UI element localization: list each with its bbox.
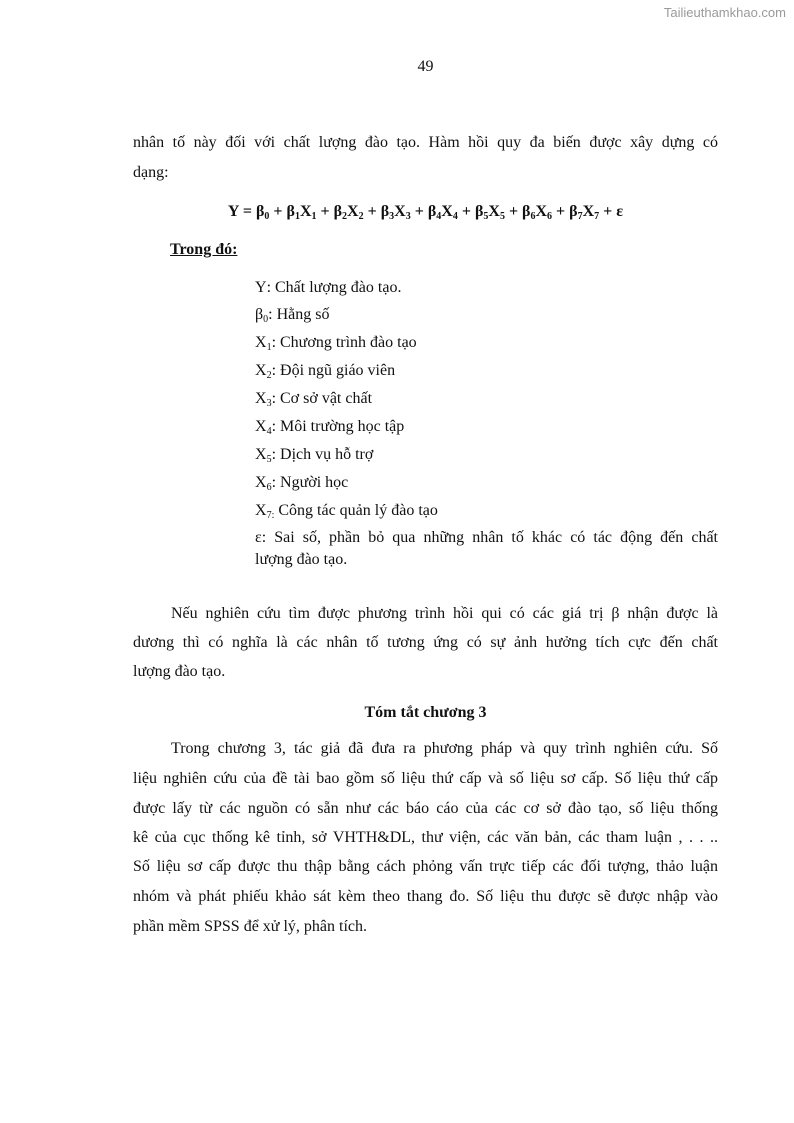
- definition-sub: 0: [263, 314, 269, 325]
- page-number: 49: [417, 58, 434, 75]
- definition-sub: 7:: [266, 510, 275, 521]
- summary-line: Trong chương 3, tác giả đã đưa ra phương pháp và quy trình nghiên cứu. Số: [171, 740, 718, 757]
- definition-text: : Đội ngũ giáo viên: [271, 362, 396, 379]
- equation-term: X: [347, 203, 359, 220]
- equation-term: X: [582, 203, 595, 220]
- definition-text: : Cơ sở vật chất: [271, 390, 373, 407]
- intro-line: nhân tố này đối với chất lượng đào tạo. Hàm hồi quy đa biến được xây dựng có: [133, 134, 718, 151]
- equation-subscript: 0: [264, 211, 270, 222]
- equation-subscript: 1: [311, 211, 317, 222]
- equation-term: + β: [552, 203, 578, 220]
- equation-term: + β: [316, 203, 343, 220]
- definition-sym: X: [255, 334, 267, 351]
- definition-item: [255, 445, 373, 465]
- paragraph-line: Nếu nghiên cứu tìm được phương trình hồi qui có các giá trị β nhận được là: [171, 605, 718, 622]
- summary-line: nhóm và phát phiếu khảo sát kèm theo thang đo. Số liệu thu được sẽ được nhập vào: [133, 888, 718, 905]
- definition-sym: β: [255, 306, 264, 323]
- equation-subscript: 2: [358, 211, 364, 222]
- definition-sym: Y: [255, 279, 267, 296]
- equation-subscript: 4: [452, 211, 458, 222]
- definition-text: : Người học: [271, 474, 349, 491]
- definition-sym: X: [255, 446, 267, 463]
- equation-term: + ε: [599, 203, 624, 220]
- equation-subscript: 7: [577, 211, 583, 222]
- where-label: Trong đó:: [170, 241, 238, 258]
- definition-sym: X: [255, 474, 267, 491]
- equation-subscript: 5: [499, 211, 505, 222]
- definition-item: [255, 501, 438, 521]
- definition-sub: 5: [266, 454, 272, 465]
- definition-sub: 2: [266, 370, 272, 381]
- equation-term: + β: [457, 203, 484, 220]
- definition-text: : Dịch vụ hỗ trợ: [271, 446, 374, 463]
- definition-sym: X: [255, 502, 267, 519]
- summary-line: kê của cục thống kê tỉnh, sở VHTH&DL, thư viện, các văn bản, các tham luận , . . ..: [133, 829, 718, 846]
- paragraph-line: dương thì có nghĩa là các nhân tố tương ứng có sự ảnh hưởng tích cực đến chất: [133, 634, 718, 651]
- definition-item: [255, 333, 417, 353]
- equation-subscript: 7: [594, 211, 600, 222]
- equation-term: X: [299, 203, 312, 220]
- equation-term: + β: [410, 203, 437, 220]
- definition-text: : Hằng số: [268, 306, 330, 323]
- definition-item: [255, 278, 401, 298]
- definition-sym: X: [255, 418, 267, 435]
- equation-term: X: [441, 203, 453, 220]
- definition-sub: 6: [266, 482, 272, 493]
- summary-line: được lấy từ các nguồn có sẵn như các báo cáo của các cơ sở đào tạo, số liệu thống: [133, 800, 718, 817]
- definition-item: [255, 389, 372, 409]
- equation-term: + β: [504, 203, 531, 220]
- epsilon-definition-line: ε: Sai số, phần bỏ qua những nhân tố khác có tác động đến chất: [255, 529, 718, 546]
- watermark: Tailieuthamkhao.com: [663, 5, 786, 20]
- equation-subscript: 6: [530, 211, 536, 222]
- equation-term: X: [488, 203, 500, 220]
- summary-heading: Tóm tắt chương 3: [364, 704, 487, 721]
- definition-sub: 1: [266, 342, 272, 353]
- equation-subscript: 4: [436, 211, 442, 222]
- definition-sub: 4: [266, 426, 272, 437]
- summary-line: phần mềm SPSS để xử lý, phân tích.: [133, 918, 367, 935]
- equation-subscript: 3: [389, 211, 395, 222]
- definition-item: [255, 305, 329, 325]
- equation-subscript: 5: [483, 211, 489, 222]
- definition-sub: 3: [266, 398, 272, 409]
- epsilon-definition-line: lượng đào tạo.: [255, 551, 348, 568]
- equation-subscript: 3: [405, 211, 411, 222]
- definition-sym: X: [255, 362, 267, 379]
- definition-sym: X: [255, 390, 267, 407]
- equation-lhs: Y = β: [227, 203, 265, 220]
- equation-term: + β: [269, 203, 295, 220]
- definition-text: : Môi trường học tập: [271, 418, 405, 435]
- equation-term: + β: [363, 203, 390, 220]
- equation-subscript: 2: [342, 211, 348, 222]
- equation-subscript: 6: [547, 211, 553, 222]
- equation-term: X: [394, 203, 406, 220]
- definition-item: [255, 361, 395, 381]
- regression-equation: [133, 202, 718, 222]
- definition-item: [255, 473, 348, 493]
- intro-line: dạng:: [133, 164, 169, 181]
- definition-text: : Chương trình đào tạo: [271, 334, 417, 351]
- definition-item: [255, 417, 404, 437]
- equation-subscript: 1: [294, 211, 300, 222]
- equation-term: X: [535, 203, 548, 220]
- definition-text: Công tác quản lý đào tạo: [274, 502, 438, 519]
- summary-line: liệu nghiên cứu của đề tài bao gồm số liệu thứ cấp và số liệu sơ cấp. Số liệu thứ cấp: [133, 770, 718, 787]
- summary-line: Số liệu sơ cấp được thu thập bằng cách phỏng vấn trực tiếp các đối tượng, thảo luận: [133, 858, 718, 875]
- paragraph-line: lượng đào tạo.: [133, 663, 226, 680]
- definition-text: : Chất lượng đào tạo.: [266, 279, 402, 296]
